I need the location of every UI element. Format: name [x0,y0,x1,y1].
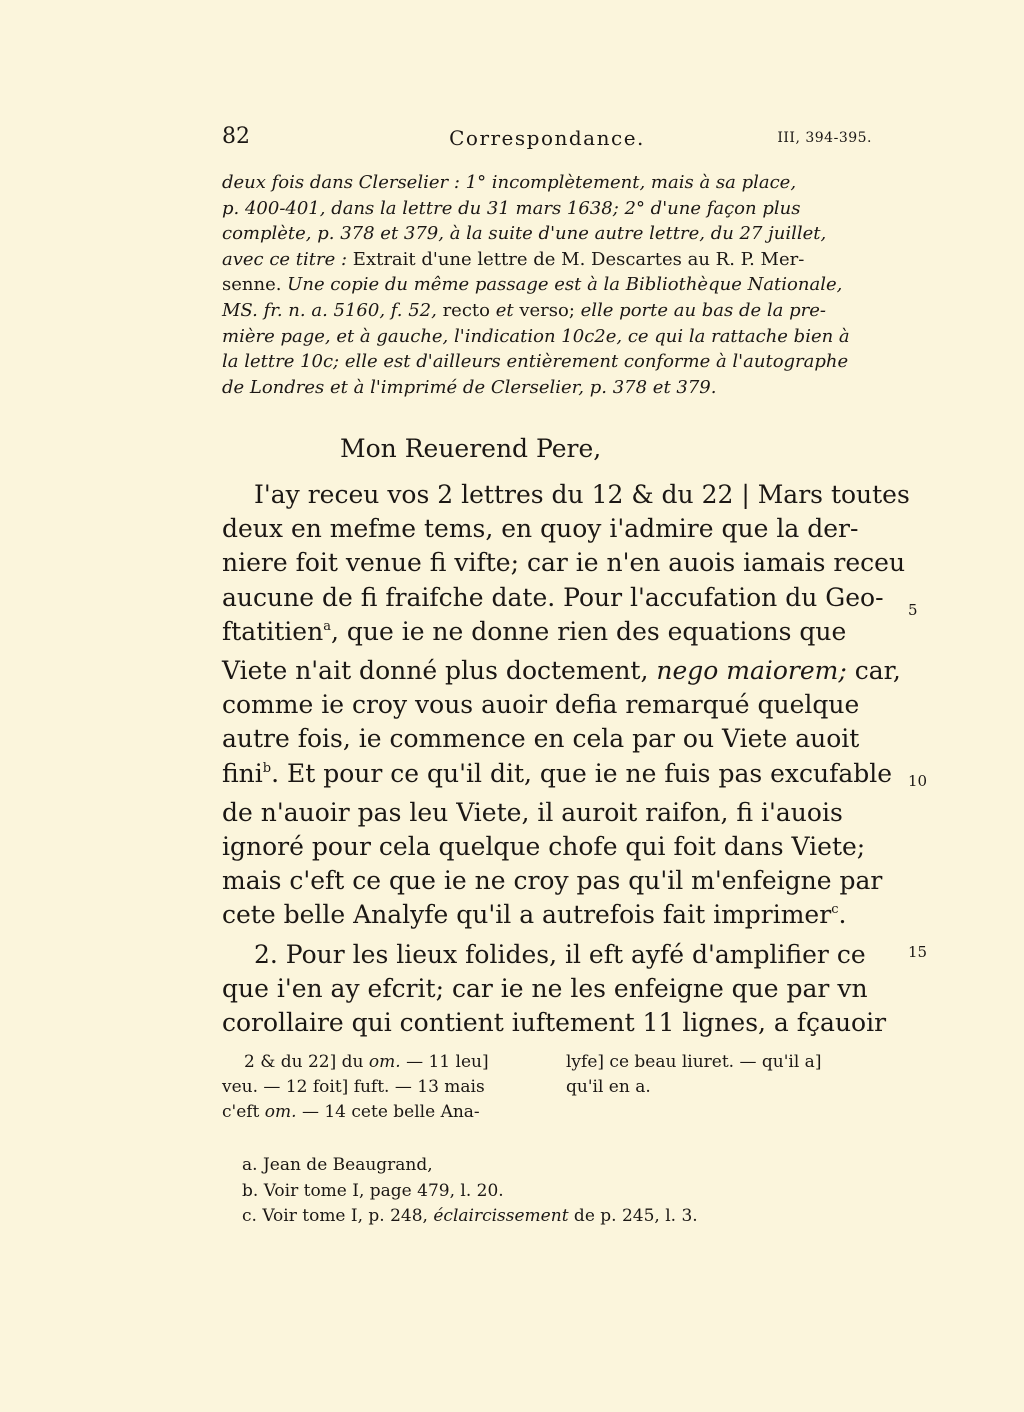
salutation: Mon Reuerend Pere, [340,434,602,463]
body-line: fini$^b$. Et pour ce qu'il dit, que ie ne fuis pas excufable [222,758,893,788]
intro-line: avec ce titre : Extrait d'une lettre de M. Descartes au R. P. Mer- [222,248,805,270]
footnote-marker: a [323,618,331,634]
footnote: a. Jean de Beaugrand, [242,1155,433,1175]
variant-line: 2 & du 22] du om. — 11 leu] [244,1052,489,1072]
body-line: de n'auoir pas leu Viete, il auroit raifon, fi i'auois [222,797,843,827]
footnote: c. Voir tome I, p. 248, éclaircissement de p. 245, l. 3. [242,1206,698,1226]
letter-body [222,478,928,1040]
body-line: niere foit venue fi vifte; car ie n'en auois iamais receu [222,548,906,578]
running-title: Correspondance. [449,126,645,150]
footnotes [242,1153,698,1230]
body-line: ignoré pour cela quelque chofe qui foit dans Viete; [222,832,866,862]
body-line: I'ay receu vos 2 lettres du 12 & du 22 | Mars toutes [254,480,910,509]
body-line: autre fois, ie commence en cela par ou Viete auoit [222,724,860,754]
variant-line: lyfe] ce beau liuret. — qu'il a] [566,1052,822,1072]
intro-line: la lettre 10c; elle est d'ailleurs entièrement conforme à l'autographe [222,351,849,373]
body-line: 2. Pour les lieux folides, il eft ayfé d'amplifier ce [254,939,866,969]
variant-readings-left [222,1050,489,1125]
footnote-marker: c [831,902,839,918]
editorial-introduction [222,170,872,400]
variant-readings-right [566,1050,821,1100]
body-line: corollaire qui contient iuftement 11 lignes, a fçauoir [222,1008,887,1038]
footnote: b. Voir tome I, page 479, l. 20. [242,1180,504,1201]
variant-line: qu'il en a. [566,1077,651,1097]
page-number: 82 [222,124,250,149]
body-line: aucune de fi fraifche date. Pour l'accufation du Geo- [222,582,884,612]
body-line: deux en mefme tems, en quoy i'admire que la der- [222,514,859,544]
body-line: cete belle Analyfe qu'il a autrefois fait imprimer$^c$. [222,900,847,930]
margin-line-number: 15 [908,943,928,961]
intro-line: senne. Une copie du même passage est à la Bibliothèque Nationale, [222,274,843,296]
body-line: comme ie croy vous auoir defia remarqué quelque [222,690,860,720]
variant-line: c'eft om. — 14 cete belle Ana- [222,1102,480,1122]
intro-line: complète, p. 378 et 379, à la suite d'une autre lettre, du 27 juillet, [222,223,827,245]
variant-line: veu. — 12 foit] fuft. — 13 mais [222,1077,485,1097]
intro-line: deux fois dans Clerselier : 1° incomplètement, mais à sa place, [222,172,797,193]
margin-line-number: 5 [908,601,918,619]
body-line: ftatitien$^a$, que ie ne donne rien des equations que [222,616,847,646]
intro-line: mière page, et à gauche, l'indication 10c2e, ce qui la rattache bien à [222,325,850,347]
volume-locus: III, 394-395. [777,130,872,146]
body-line: Viete n'ait donné plus doctement, nego maiorem; car, [222,656,901,686]
margin-line-number: 10 [908,772,928,790]
body-line: mais c'eft ce que ie ne croy pas qu'il m'enfeigne par [222,866,883,896]
page-header [222,124,872,158]
intro-line: de Londres et à l'imprimé de Clerselier, p. 378 et 379. [222,376,717,398]
intro-line: p. 400-401, dans la lettre du 31 mars 1638; 2° d'une façon plus [222,197,801,219]
footnote-marker: b [262,760,272,776]
intro-line: MS. fr. n. a. 5160, f. 52, recto et verso; elle porte au bas de la pre- [222,299,826,321]
body-line: que i'en ay efcrit; car ie ne les enfeigne que par vn [222,973,868,1003]
